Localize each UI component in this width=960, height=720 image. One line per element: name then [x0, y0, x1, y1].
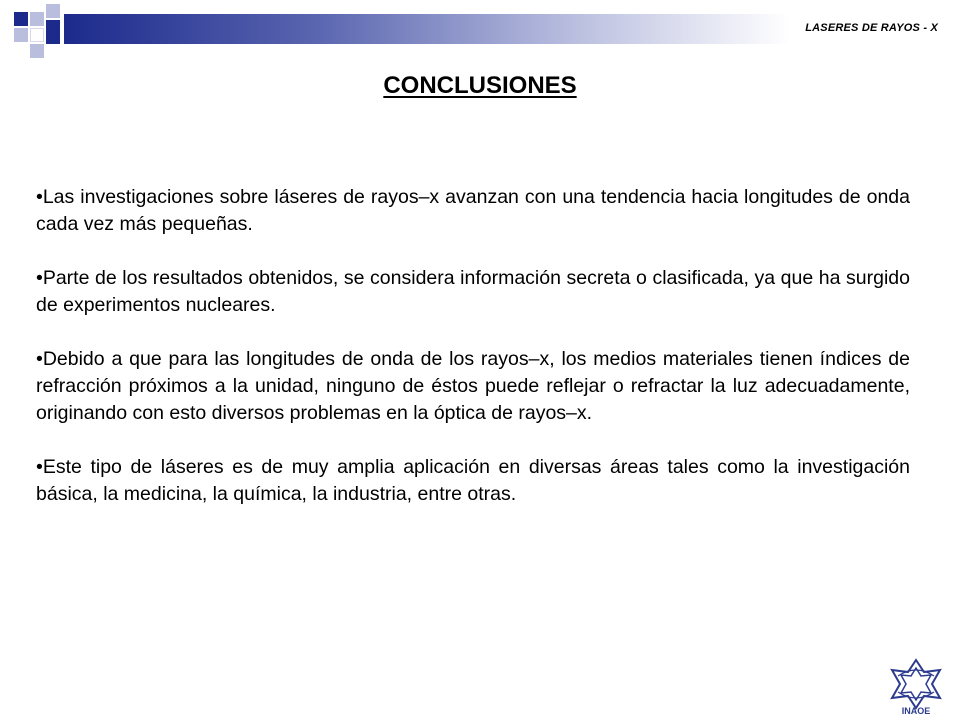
- inaoe-logo-icon: [884, 654, 948, 716]
- conclusion-item: [36, 454, 910, 508]
- slide-title: CONCLUSIONES: [383, 72, 577, 99]
- logo-label: INAOE: [901, 706, 931, 716]
- bullet: •: [36, 267, 43, 289]
- running-head: LASERES DE RAYOS - X: [805, 22, 938, 34]
- bullet: •: [36, 456, 43, 478]
- bullet: •: [36, 348, 43, 370]
- conclusions-list: [36, 184, 910, 535]
- conclusion-text: Parte de los resultados obtenidos, se considera información secreta o clasificada, ya que ha surgido de experimentos nucleares.: [36, 267, 910, 316]
- conclusion-text: Debido a que para las longitudes de onda de los rayos–x, los medios materiales tienen índices de refracción próximos a la unidad, ninguno de éstos puede reflejar o refractar la luz adecuadamente, originando con esto diversos problemas en la óptica de rayos–x.: [36, 348, 910, 424]
- conclusion-item: [36, 265, 910, 319]
- conclusion-text: Las investigaciones sobre láseres de rayos–x avanzan con una tendencia hacia longitudes de onda cada vez más pequeñas.: [36, 186, 910, 235]
- header-gradient-bar: [64, 14, 790, 44]
- conclusion-item: [36, 346, 910, 427]
- conclusion-item: [36, 184, 910, 238]
- conclusion-text: Este tipo de láseres es de muy amplia aplicación en diversas áreas tales como la investigación básica, la medicina, la química, la industria, entre otras.: [36, 456, 910, 505]
- bullet: •: [36, 186, 43, 208]
